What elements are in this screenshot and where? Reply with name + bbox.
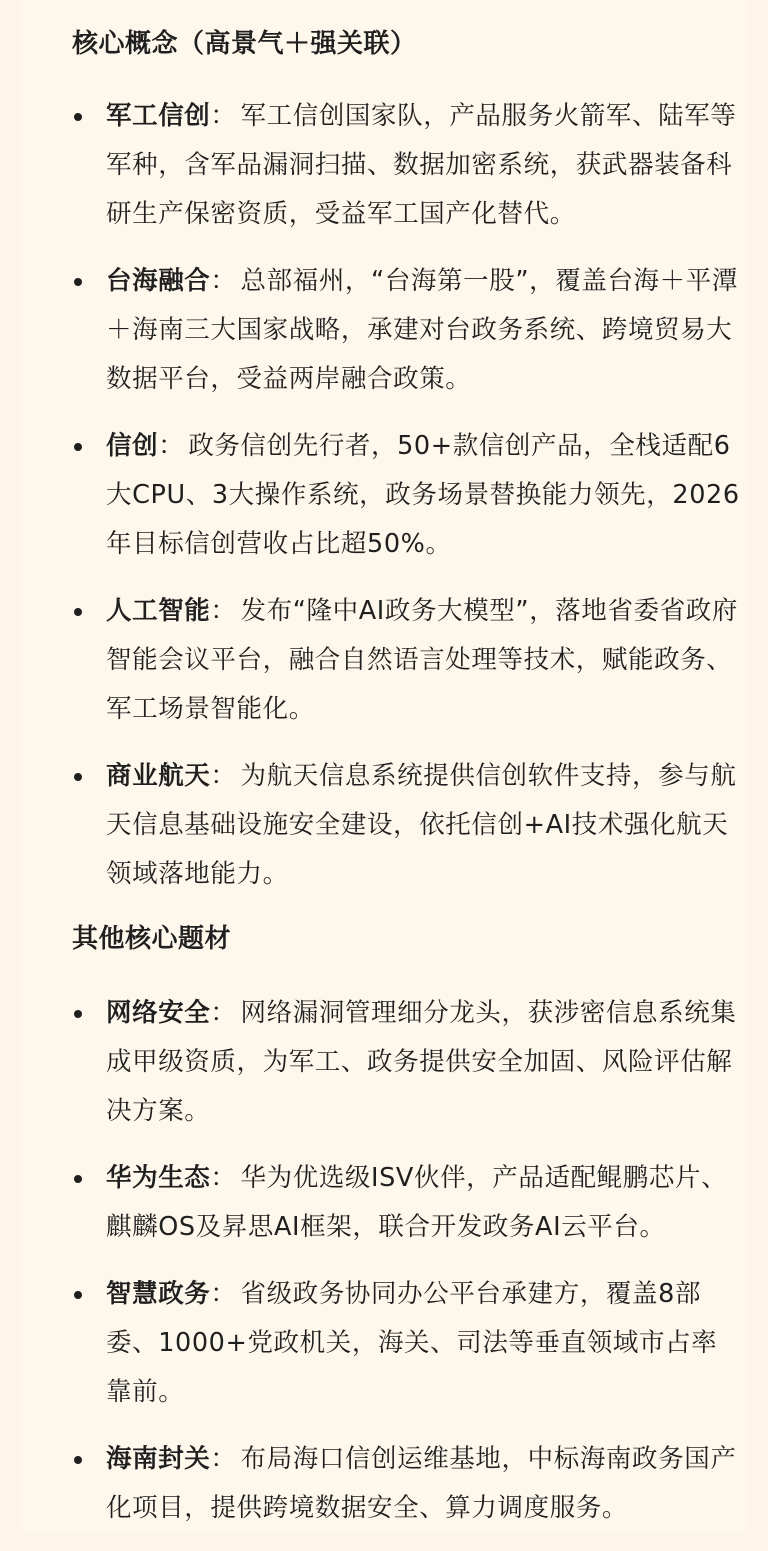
bullet-icon [74,1456,82,1464]
list-item [72,1154,742,1252]
other-themes-list [72,989,742,1533]
item-term: 华为生态 [106,1163,211,1193]
core-concepts-list [72,92,742,899]
item-term: 军工信创 [106,101,211,131]
item-term: 人工智能 [106,596,211,626]
bullet-icon [74,1010,82,1018]
item-text: 为航天信息系统提供信创软件支持，参与航天信息基础设施安全建设，依托信创+AI技术强化航天领域落地能力。 [106,761,737,889]
bullet-icon [74,113,82,121]
item-text: 华为优选级ISV伙伴，产品适配鲲鹏芯片、麒麟OS及昇思AI框架，联合开发政务AI云平台。 [106,1163,728,1242]
article-page [22,0,746,1531]
item-text: 政务信创先行者，50+款信创产品，全栈适配6大CPU、3大操作系统，政务场景替换能力领先，2026年目标信创营收占比超50%。 [106,431,740,559]
item-separator: ： [210,266,237,296]
item-separator: ： [210,1444,237,1474]
item-text: 军工信创国家队，产品服务火箭军、陆军等军种，含军品漏洞扫描、数据加密系统，获武器装备科研生产保密资质，受益军工国产化替代。 [106,101,737,229]
bullet-icon [74,1175,82,1183]
item-separator: ： [210,1279,237,1309]
bullet-icon [74,608,82,616]
bullet-icon [74,443,82,451]
item-term: 海南封关 [106,1444,211,1474]
list-item [72,587,742,734]
item-term: 信创 [106,431,159,461]
item-separator: ： [210,761,237,791]
list-item [72,989,742,1136]
item-term: 网络安全 [106,998,211,1028]
item-term: 台海融合 [106,266,211,296]
list-item [72,752,742,899]
item-text: 总部福州，“台海第一股”，覆盖台海＋平潭＋海南三大国家战略，承建对台政务系统、跨境贸易大数据平台，受益两岸融合政策。 [106,266,738,394]
item-text: 布局海口信创运维基地，中标海南政务国产化项目，提供跨境数据安全、算力调度服务。 [106,1444,737,1523]
item-separator: ： [210,1163,237,1193]
article-content [72,22,742,1551]
item-separator: ： [158,431,185,461]
bullet-icon [74,773,82,781]
item-separator: ： [210,998,237,1028]
item-text: 省级政务协同办公平台承建方，覆盖8部委、1000+党政机关，海关、司法等垂直领域市占率靠前。 [106,1279,718,1407]
item-text: 网络漏洞管理细分龙头，获涉密信息系统集成甲级资质，为军工、政务提供安全加固、风险评估解决方案。 [106,998,737,1126]
item-term: 智慧政务 [106,1279,211,1309]
list-item [72,257,742,404]
item-term: 商业航天 [106,761,211,791]
bullet-icon [74,1291,82,1299]
item-text: 发布“隆中AI政务大模型”，落地省委省政府智能会议平台，融合自然语言处理等技术，赋能政务、军工场景智能化。 [106,596,739,724]
list-item [72,1270,742,1417]
list-item [72,422,742,569]
item-separator: ： [210,596,237,626]
section-title-other-themes: 其他核心题材 [72,924,232,954]
bullet-icon [74,278,82,286]
item-separator: ： [210,101,237,131]
section-title-core-concepts: 核心概念（高景气＋强关联） [72,29,417,59]
list-item [72,1435,742,1533]
list-item [72,92,742,239]
